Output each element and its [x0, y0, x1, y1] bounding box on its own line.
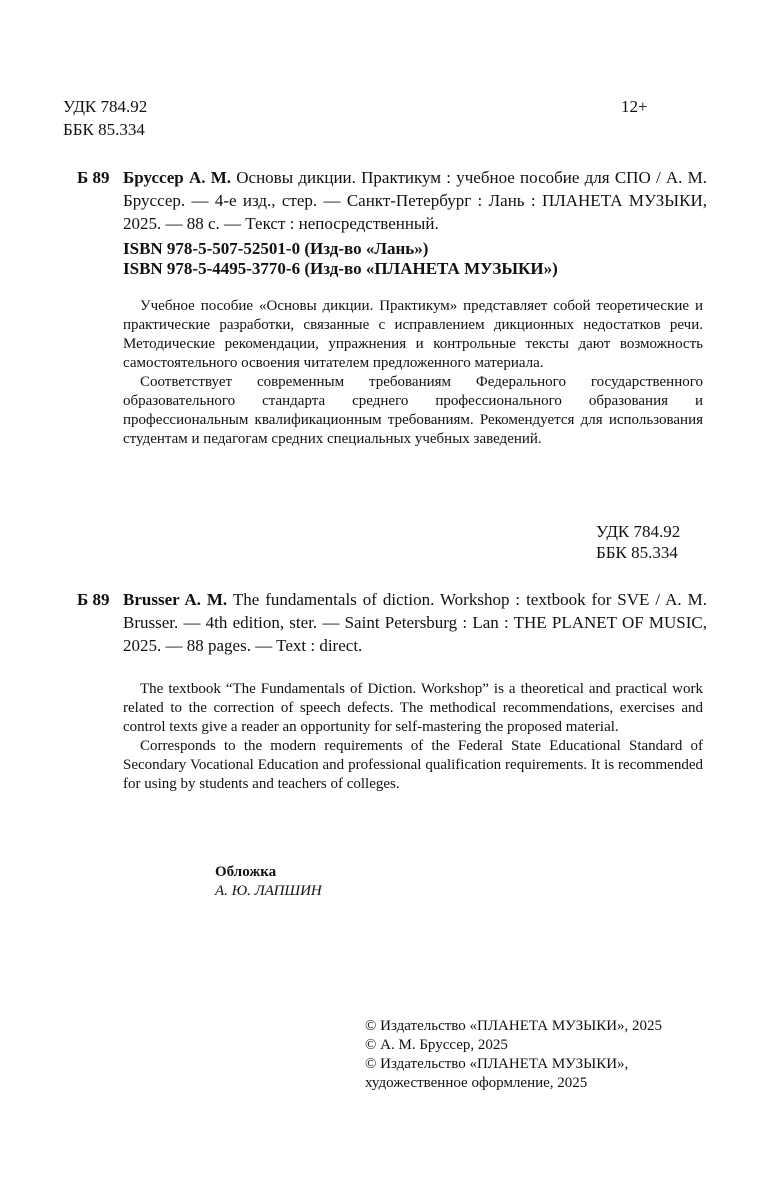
ru-abstract-paragraph-2: Соответствует современным требованиям Федерального государственного образовательного стандарта среднего профессионального образования и профессиональным квалификационным требованиям. Рекомендуется для использования студентам и педагогам средних специальных учебных заведений.: [123, 374, 703, 447]
udk-code: УДК 784.92: [63, 97, 148, 116]
copyright-line-3: © Издательство «ПЛАНЕТА МУЗЫКИ»,: [365, 1056, 629, 1072]
ru-entry-code: Б 89: [77, 168, 110, 187]
isbn-lan: ISBN 978-5-507-52501-0 (Изд-во «Лань»): [123, 239, 429, 258]
en-entry-description: The fundamentals of diction. Workshop : textbook for SVE / A. M. Brusser. — 4th edition, ster. — Saint Petersburg : Lan : THE PLANET OF MUSIC, 2025. — 88 pages. — Text : direct.: [123, 590, 707, 655]
copyright-block: [365, 1017, 662, 1093]
age-rating: 12+: [621, 97, 648, 116]
ru-abstract: [123, 297, 703, 449]
ru-entry-description: Основы дикции. Практикум : учебное пособие для СПО / А. М. Бруссер. — 4-е изд., стер. — Санкт-Петербург : Лань : ПЛАНЕТА МУЗЫКИ, 2025. — 88 с. — Текст : непосредственный.: [123, 168, 708, 233]
ru-abstract-paragraph-1: Учебное пособие «Основы дикции. Практикум» представляет собой теоретические и практические разработки, связанные с исправлением дикционных недостатков речи. Методические рекомендации, упражнения и контрольные тексты дают возможность самостоятельного освоения читателем предложенного материала.: [123, 298, 703, 371]
ru-bibliographic-entry: [77, 166, 707, 235]
en-bbk-code: ББК 85.334: [596, 543, 678, 562]
en-entry-text: [123, 588, 707, 657]
copyright-line-4: художественное оформление, 2025: [365, 1075, 588, 1091]
en-entry-code: Б 89: [77, 590, 110, 609]
en-entry-author: Brusser A. M.: [123, 590, 228, 609]
ru-entry-author: Бруссер А. М.: [123, 168, 232, 187]
cover-label: Обложка: [215, 864, 277, 880]
en-abstract-paragraph-1: The textbook “The Fundamentals of Diction. Workshop” is a theoretical and practical work related to the correction of speech defects. The methodical recommendations, exercises and control texts give a reader an opportunity for self-mastering the proposed material.: [123, 681, 703, 735]
copyright-line-1: © Издательство «ПЛАНЕТА МУЗЫКИ», 2025: [365, 1018, 663, 1034]
en-abstract: [123, 680, 703, 794]
cover-artist: А. Ю. ЛАПШИН: [215, 883, 322, 899]
isbn-planeta: ISBN 978-5-4495-3770-6 (Изд-во «ПЛАНЕТА МУЗЫКИ»): [123, 259, 558, 278]
en-bibliographic-entry: [77, 588, 707, 657]
copyright-line-2: © А. М. Бруссер, 2025: [365, 1037, 508, 1053]
bbk-code: ББК 85.334: [63, 120, 145, 139]
en-abstract-paragraph-2: Corresponds to the modern requirements of the Federal State Educational Standard of Secondary Vocational Education and professional qualification requirements. It is recommended for using by students and teachers of colleges.: [123, 738, 703, 792]
en-udk-code: УДК 784.92: [596, 522, 681, 541]
ru-entry-text: [123, 166, 707, 235]
